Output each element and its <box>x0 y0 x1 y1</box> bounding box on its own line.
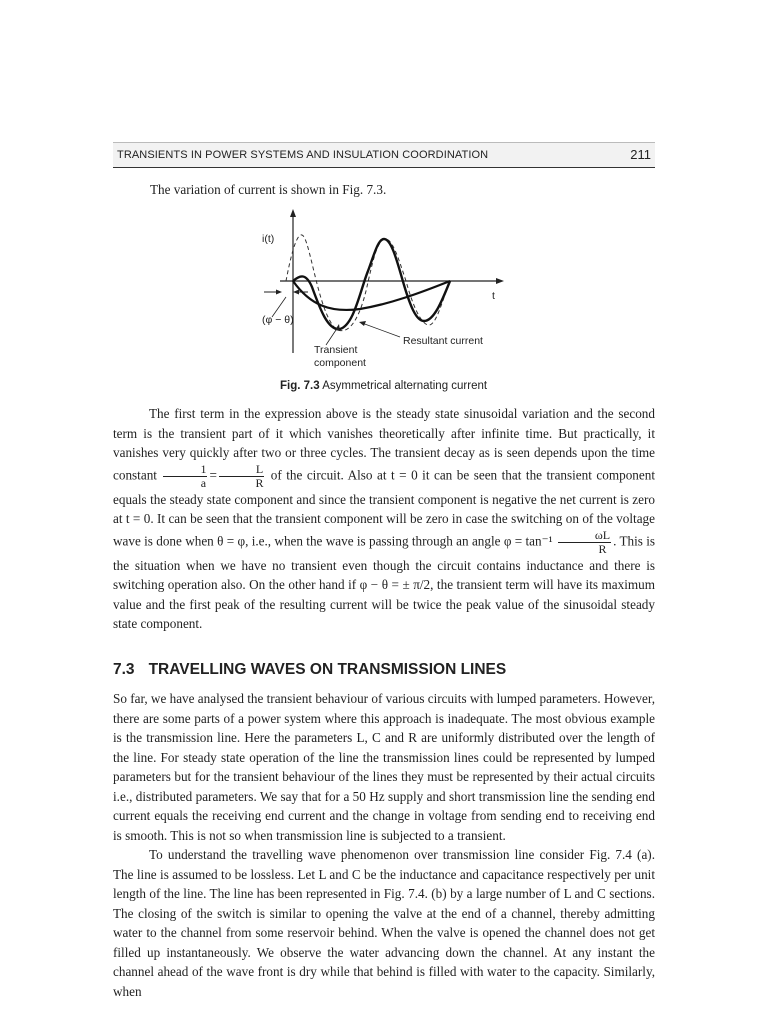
caption-number: Fig. 7.3 <box>280 380 320 392</box>
p1-part-d: . This is the situation when we have no transient even though the circuit contains inductance and there is switching operation also. On the other hand if φ − θ = ± π/2, the transient term will have its maximum value and the first peak of the resulting current will be twice the peak value of the sinusoidal steady state component. <box>113 533 656 631</box>
frac1-num: 1 <box>163 463 207 477</box>
section-title: TRAVELLING WAVES ON TRANSMISSION LINES <box>148 661 507 678</box>
label-t: t <box>492 290 495 302</box>
section-heading <box>113 661 506 679</box>
label-transient-1: Transient <box>314 344 358 356</box>
resultant-leader <box>362 323 400 337</box>
paragraph-travelling-wave: To understand the travelling wave phenomenon over transmission line consider Fig. 7.4 (a). The line is assumed to be lossless. Let L and C be the inductance and capacitance respectively per unit length of the line. The line has been represented in Fig. 7.4. (b) by a large number of L and C sections. The closing of the switch is similar to opening the valve at the end of a channel, thereby admitting water to the channel from some reservoir behind. When the valve is opened the channel does not get filled up instantaneously. We observe the water advancing down the channel. At any instant the channel ahead of the wave front is dry while that behind is filled with water to the capacity. Similarly, when <box>113 847 655 999</box>
frac2-den: R <box>255 475 264 490</box>
label-resultant: Resultant current <box>403 335 483 347</box>
label-phase: (φ − θ) <box>262 314 294 326</box>
caption-text: Asymmetrical alternating current <box>322 380 488 392</box>
p1-part-c: θ = φ, i.e., when the wave is passing through an angle φ = tan⁻¹ <box>217 533 553 549</box>
p1-part-b: of the circuit. Also at t = 0 it can be seen that the transient component equals the steady state component and since the transient component is negative the net current is zero at t = 0. It can be seen that the transient component will be zero in case the switching on of the voltage wave is done when <box>113 467 656 549</box>
fraction-1-over-a <box>163 463 207 490</box>
section-number: 7.3 <box>113 661 135 678</box>
p1-part-a: The first term in the expression above is the steady state sinusoidal variation and the second term is the transient part of it which vanishes theoretically after infinite time. But practically, it vanishes very quickly after two or three cycles. The transient decay as is seen depends upon the time constant <box>113 406 655 483</box>
paragraph-lumped: So far, we have analysed the transient behaviour of various circuits with lumped parameters. However, there are some parts of a power system where this approach is inadequate. The most obvious example is the transmission line. Here the parameters L, C and R are uniformly distributed over the length of the line. For steady state operation of the line the transmission lines could be represented by lumped parameters but for the transient behaviour of the lines they must be represented by their actual circuits i.e., distributed parameters. We say that for a 50 Hz supply and short transmission line the sending end current equals the receiving end current and the change in voltage from sending end to receiving end is smooth. This is not so when transmission line is subjected to a transient. <box>113 691 656 843</box>
frac2-num: L <box>219 463 264 477</box>
lead-sentence: The variation of current is shown in Fig. 7.3. <box>150 182 387 197</box>
figure-caption <box>280 380 487 392</box>
frac3-num: ωL <box>558 529 611 543</box>
label-transient-2: component <box>314 357 366 369</box>
frac3-den: R <box>598 541 607 556</box>
figure-7-3 <box>250 205 520 380</box>
frac1-den: a <box>200 475 207 490</box>
fraction-l-over-r <box>219 463 264 490</box>
resultant-curve <box>293 239 450 329</box>
y-axis-arrow <box>290 209 296 217</box>
transient-curve <box>293 281 450 310</box>
running-title: TRANSIENTS IN POWER SYSTEMS AND INSULATION COORDINATION <box>117 149 489 161</box>
x-axis-arrow <box>496 278 504 284</box>
label-it: i(t) <box>262 233 275 245</box>
running-header <box>113 142 655 168</box>
p1-equals: = <box>209 467 217 483</box>
paragraph-transient <box>113 404 655 634</box>
fraction-wl-over-r <box>558 529 611 556</box>
page-number: 211 <box>630 147 651 162</box>
